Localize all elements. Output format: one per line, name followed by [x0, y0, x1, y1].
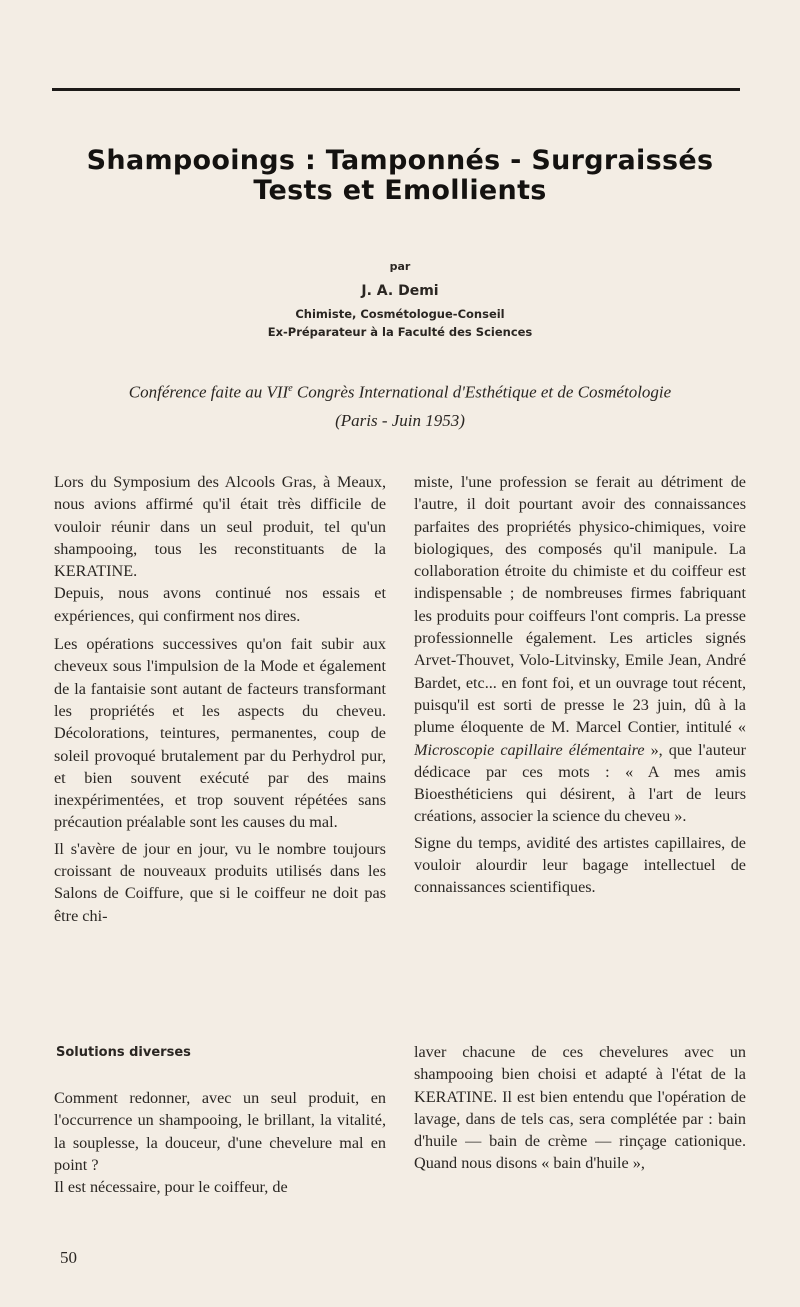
paragraph: Il est nécessaire, pour le coiffeur, de [54, 1178, 288, 1197]
paragraph: Les opérations successives qu'on fait subir aux cheveux sous l'impulsion de la Mode et également de la fantaisie sont autant de facteurs transformant les propriétés et les aspects du cheveu. Décolorations, teintures, permanentes, coup de soleil provoqué brutalement par du Perhydrol pur, et bien souvent exécuté par des mains inexpérimentées, et trop souvent répétées sans précaution préalable sont les causes du mal. [54, 635, 386, 832]
column-1 [54, 471, 386, 927]
conference-note [56, 375, 744, 435]
paragraph: laver chacune de ces chevelures avec un shampooing bien choisi et adapté à l'état de la KERATINE. Il est bien entendu que l'opération de lavage, dans de tels cas, sera complétée par : bain d'huile — bain de crème — rinçage cationique. Quand nous disons « bain d'huile », [414, 1043, 746, 1173]
header-rule [52, 88, 740, 91]
paragraph: Il s'avère de jour en jour, vu le nombre toujours croissant de nouveaux produits utilisés dans les Salons de Coiffure, que si le coiffeur ne doit pas être chi- [54, 839, 386, 925]
paragraph [414, 471, 746, 828]
author-affiliation-1: Chimiste, Cosmétologue-Conseil [295, 307, 505, 321]
column-2 [414, 471, 746, 899]
byline-par: par [389, 260, 411, 273]
title-line-1: Shampooings : Tamponnés - Surgraissés [86, 145, 714, 176]
conference-place-date: (Paris - Juin 1953) [335, 410, 465, 430]
author-affiliation-2: Ex-Préparateur à la Faculté des Sciences [267, 325, 533, 339]
paragraph-text: miste, l'une profession se ferait au détriment de l'autre, il doit pourtant avoir des connaissances parfaites des propriétés physico-chimiques, voire biologiques, des composés qu'il manipule. La collaboration étroite du chimiste et du coiffeur est indispensable ; de nombreuses firmes fabriquant les produits pour coiffeurs l'ont compris. La presse professionnelle également. Les articles signés Arvet-Thouvet, Volo-Litvinsky, Emile Jean, André Bardet, etc... en font foi, et un ouvrage tout récent, puisqu'il est sorti de presse le 23 juin, dû à la plume éloquente de M. Marcel Contier, intitulé « [414, 473, 746, 737]
section-heading: Solutions diverses [56, 1045, 191, 1060]
conference-text: Conférence faite au VII [128, 382, 289, 402]
column-3 [54, 1087, 386, 1198]
book-title: Microscopie capillaire élémentaire [414, 740, 645, 759]
title-line-2: Tests et Emollients [253, 175, 547, 206]
column-4 [414, 1041, 746, 1175]
page-number: 50 [60, 1248, 77, 1267]
paragraph: Depuis, nous avons continué nos essais et expériences, qui confirment nos dires. [54, 584, 386, 625]
conference-text-2: Congrès International d'Esthétique et de Cosmétologie [292, 382, 672, 402]
paragraph: Comment redonner, avec un seul produit, en l'occurrence un shampooing, le brillant, la vitalité, la souplesse, la douceur, d'une chevelure mal en point ? [54, 1089, 386, 1174]
conference-sup: e [288, 383, 293, 394]
paragraph: Lors du Symposium des Alcools Gras, à Meaux, nous avions affirmé qu'il était très difficile de vouloir réunir dans un seul produit, tel qu'un shampooing, tous les reconstituants de la KERATINE. [54, 473, 386, 581]
article-title [40, 146, 760, 206]
author-name: J. A. Demi [361, 283, 439, 299]
paragraph-text: », que l'auteur dédicace par ces mots : « A mes amis Bioesthéticiens qui désirent, à l'art de leurs créations, associer la science du cheveu ». [414, 740, 746, 826]
paragraph: Signe du temps, avidité des artistes capillaires, de vouloir alourdir leur bagage intellectuel de connaissances scientifiques. [414, 833, 746, 897]
